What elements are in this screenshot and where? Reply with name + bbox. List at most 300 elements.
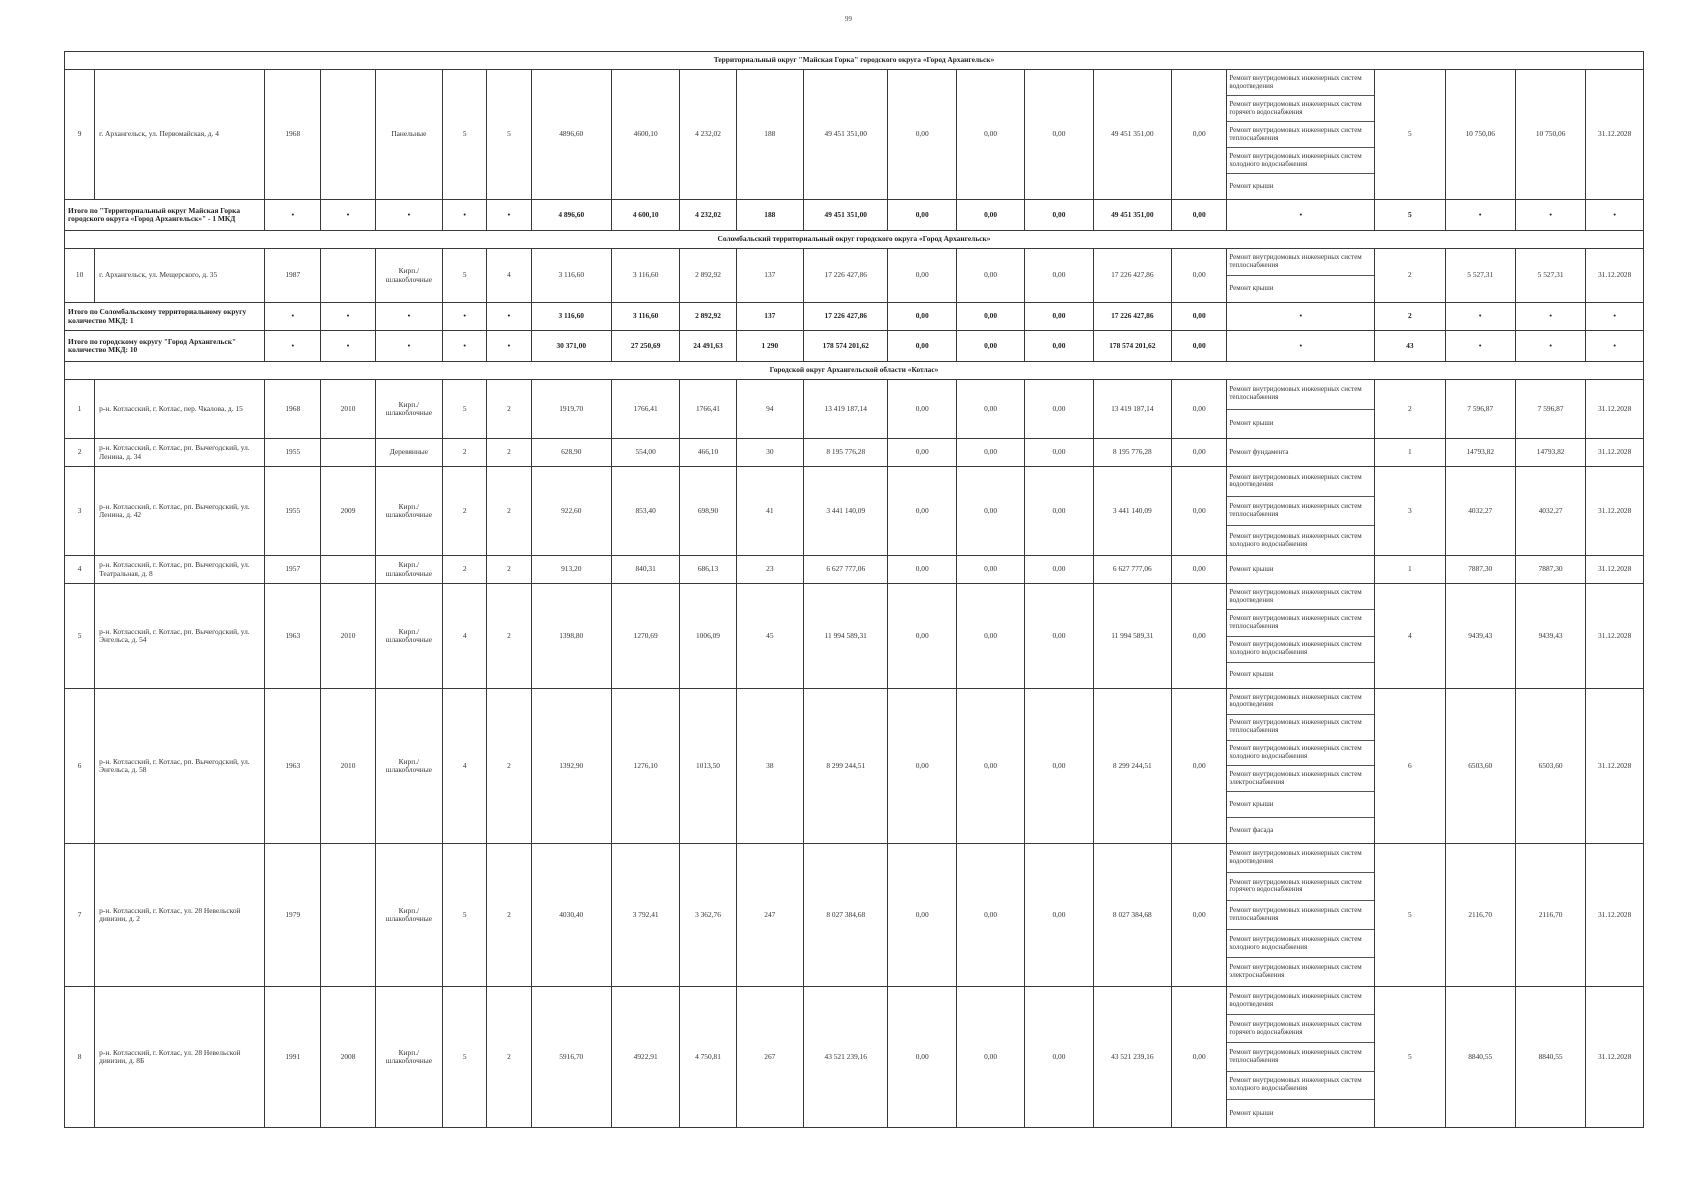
cell-year: 1957 — [265, 556, 321, 584]
cell-f1: 0,00 — [888, 584, 956, 689]
cell-floors: 2 — [443, 556, 487, 584]
work-item: Ремонт внутридомовых инженерных систем теплоснабжения — [1229, 385, 1362, 402]
cell-addr: г. Архангельск, ул. Первомайская, д. 4 — [95, 70, 265, 200]
total-a2: 27 250,69 — [611, 331, 679, 362]
works-list — [1227, 380, 1374, 438]
cell-repair: 2008 — [321, 987, 375, 1128]
work-item: Ремонт внутридомовых инженерных систем холодного водоснабжения — [1227, 525, 1374, 555]
works-cell — [1227, 249, 1375, 303]
total-f2: 0,00 — [956, 331, 1024, 362]
cell-cost: 17 226 427,86 — [804, 249, 888, 303]
total-a1: 4 896,60 — [531, 200, 611, 231]
cell-a1: 913,20 — [531, 556, 611, 584]
cell-own: 8 195 776,28 — [1093, 439, 1171, 467]
cell-no: 9 — [65, 70, 95, 200]
cell-cost: 3 441 140,09 — [804, 467, 888, 556]
work-item: Ремонт внутридомовых инженерных систем водоотведения — [1229, 472, 1362, 489]
cell-p2: 7887,30 — [1515, 556, 1585, 584]
empty-mark-cell: • — [265, 303, 321, 331]
cell-own: 13 419 187,14 — [1093, 380, 1171, 439]
cell-own: 3 441 140,09 — [1093, 467, 1171, 556]
work-item: Ремонт внутридомовых инженерных систем теплоснабжения — [1229, 253, 1362, 269]
cell-f5: 0,00 — [1172, 439, 1227, 467]
total-own: 17 226 427,86 — [1093, 303, 1171, 331]
cell-f1: 0,00 — [888, 844, 956, 987]
work-item: Ремонт внутридомовых инженерных систем холодного водоснабжения — [1227, 636, 1374, 662]
cell-addr: г. Архангельск, ул. Мещерского, д. 35 — [95, 249, 265, 303]
work-item: Ремонт внутридомовых инженерных систем водоотведения — [1229, 73, 1362, 90]
empty-mark-cell: • — [443, 200, 487, 231]
page-number: 99 — [845, 15, 852, 23]
works-list — [1227, 70, 1374, 199]
cell-a2: 554,00 — [611, 439, 679, 467]
empty-mark-cell: • — [1586, 200, 1644, 231]
cell-f3: 0,00 — [1025, 689, 1093, 844]
total-cost: 17 226 427,86 — [804, 303, 888, 331]
cell-nw: 1 — [1375, 556, 1445, 584]
cell-p1: 7 596,87 — [1445, 380, 1515, 439]
works-cell — [1227, 380, 1375, 439]
total-row — [65, 303, 1644, 331]
cell-wall: Деревянные — [375, 439, 442, 467]
table-row — [65, 584, 1644, 689]
empty-mark-cell: • — [443, 303, 487, 331]
cell-a3: 698,90 — [680, 467, 736, 556]
cell-f2: 0,00 — [956, 987, 1024, 1128]
table-row — [65, 380, 1644, 439]
cell-f2: 0,00 — [956, 249, 1024, 303]
cell-nw: 3 — [1375, 467, 1445, 556]
cell-nw: 1 — [1375, 439, 1445, 467]
cell-p1: 4032,27 — [1445, 467, 1515, 556]
empty-mark-cell: • — [265, 331, 321, 362]
cell-a1: 5916,70 — [531, 987, 611, 1128]
total-res: 137 — [736, 303, 803, 331]
total-f1: 0,00 — [888, 303, 956, 331]
work-item: Ремонт фасада — [1227, 817, 1374, 843]
cell-p1: 14793,82 — [1445, 439, 1515, 467]
cell-addr: р-н. Котласский, г. Котлас, пер. Чкалова, д. 15 — [95, 380, 265, 439]
cell-res: 267 — [736, 987, 803, 1128]
total-row — [65, 200, 1644, 231]
cell-no: 5 — [65, 584, 95, 689]
work-item: Ремонт внутридомовых инженерных систем водоотведения — [1229, 692, 1362, 709]
cell-wall: Панельные — [375, 70, 442, 200]
cell-no: 4 — [65, 556, 95, 584]
cell-wall: Кирп./ шлакоблочные — [375, 380, 442, 439]
cell-f2: 0,00 — [956, 584, 1024, 689]
cell-a3: 1006,09 — [680, 584, 736, 689]
cell-repair — [321, 556, 375, 584]
total-cost: 178 574 201,62 — [804, 331, 888, 362]
total-label: Итого по "Территориальный округ Майская Горка городского округа «Город Архангельск»" - 1 МКД — [65, 200, 265, 231]
cell-res: 247 — [736, 844, 803, 987]
cell-nw: 5 — [1375, 987, 1445, 1128]
cell-addr: р-н. Котласский, г. Котлас, рп. Вычегодский, ул. Театральная, д. 8 — [95, 556, 265, 584]
cell-year: 1963 — [265, 584, 321, 689]
cell-res: 38 — [736, 689, 803, 844]
cell-f2: 0,00 — [956, 70, 1024, 200]
cell-a3: 1013,50 — [680, 689, 736, 844]
cell-p2: 5 527,31 — [1515, 249, 1585, 303]
cell-p2: 4032,27 — [1515, 467, 1585, 556]
total-a3: 2 892,92 — [680, 303, 736, 331]
cell-f1: 0,00 — [888, 439, 956, 467]
cell-a1: 1398,80 — [531, 584, 611, 689]
cell-f5: 0,00 — [1172, 987, 1227, 1128]
cell-no: 7 — [65, 844, 95, 987]
cell-res: 23 — [736, 556, 803, 584]
cell-floors: 5 — [443, 844, 487, 987]
cell-own: 17 226 427,86 — [1093, 249, 1171, 303]
cell-a3: 686,13 — [680, 556, 736, 584]
cell-f1: 0,00 — [888, 987, 956, 1128]
cell-p1: 8840,55 — [1445, 987, 1515, 1128]
cell-a3: 466,10 — [680, 439, 736, 467]
empty-mark-cell: • — [1445, 200, 1515, 231]
cell-nw: 5 — [1375, 70, 1445, 200]
total-a2: 3 116,60 — [611, 303, 679, 331]
cell-p2: 14793,82 — [1515, 439, 1585, 467]
total-f5: 0,00 — [1172, 303, 1227, 331]
cell-date: 31.12.2028 — [1586, 844, 1644, 987]
work-item: Ремонт крыши — [1227, 409, 1374, 439]
work-item: Ремонт внутридомовых инженерных систем холодного водоснабжения — [1227, 147, 1374, 173]
cell-ent: 2 — [487, 439, 531, 467]
cell-f3: 0,00 — [1025, 584, 1093, 689]
table-row — [65, 689, 1644, 844]
cell-f3: 0,00 — [1025, 556, 1093, 584]
works-cell — [1227, 987, 1375, 1128]
works-list — [1227, 689, 1374, 843]
empty-mark-cell: • — [321, 303, 375, 331]
cell-f2: 0,00 — [956, 556, 1024, 584]
cell-f5: 0,00 — [1172, 584, 1227, 689]
cell-own: 6 627 777,06 — [1093, 556, 1171, 584]
table-row — [65, 439, 1644, 467]
cell-addr: р-н. Котласский, г. Котлас, рп. Вычегодский, ул. Энгельса, д. 54 — [95, 584, 265, 689]
total-a1: 3 116,60 — [531, 303, 611, 331]
cell-f2: 0,00 — [956, 689, 1024, 844]
cell-a1: 4030,40 — [531, 844, 611, 987]
cell-a1: 1919,70 — [531, 380, 611, 439]
cell-wall: Кирп./ шлакоблочные — [375, 467, 442, 556]
cell-repair: 2009 — [321, 467, 375, 556]
total-f5: 0,00 — [1172, 200, 1227, 231]
cell-cost: 8 195 776,28 — [804, 439, 888, 467]
cell-ent: 2 — [487, 556, 531, 584]
empty-mark-cell: • — [1227, 200, 1375, 231]
works-list — [1227, 584, 1374, 688]
work-item: Ремонт крыши — [1227, 662, 1374, 688]
cell-repair: 2010 — [321, 689, 375, 844]
cell-f3: 0,00 — [1025, 987, 1093, 1128]
work-item: Ремонт внутридомовых инженерных систем водоотведения — [1229, 849, 1362, 865]
empty-mark-cell: • — [375, 331, 442, 362]
cell-f3: 0,00 — [1025, 439, 1093, 467]
total-a2: 4 600,10 — [611, 200, 679, 231]
section-header-row — [65, 52, 1644, 70]
cell-a2: 4922,91 — [611, 987, 679, 1128]
empty-mark-cell: • — [1515, 331, 1585, 362]
work-item: Ремонт внутридомовых инженерных систем электроснабжения — [1227, 765, 1374, 791]
cell-no: 3 — [65, 467, 95, 556]
cell-ent: 2 — [487, 467, 531, 556]
cell-a2: 4600,10 — [611, 70, 679, 200]
empty-mark-cell: • — [487, 200, 531, 231]
cell-f3: 0,00 — [1025, 70, 1093, 200]
cell-ent: 2 — [487, 689, 531, 844]
work-item: Ремонт внутридомовых инженерных систем холодного водоснабжения — [1227, 929, 1374, 958]
cell-date: 31.12.2028 — [1586, 467, 1644, 556]
work-item: Ремонт крыши — [1229, 564, 1274, 573]
cell-wall: Кирп./ шлакоблочные — [375, 689, 442, 844]
works-cell — [1227, 70, 1375, 200]
work-item: Ремонт внутридомовых инженерных систем теплоснабжения — [1227, 496, 1374, 526]
cell-repair: 2010 — [321, 584, 375, 689]
cell-f5: 0,00 — [1172, 689, 1227, 844]
work-item: Ремонт внутридомовых инженерных систем горячего водоснабжения — [1227, 1014, 1374, 1042]
cell-p2: 8840,55 — [1515, 987, 1585, 1128]
works-list — [1227, 249, 1374, 302]
total-label: Итого по городскому округу "Город Архангельск" количество МКД: 10 — [65, 331, 265, 362]
empty-mark-cell: • — [375, 303, 442, 331]
empty-mark-cell: • — [487, 303, 531, 331]
cell-a1: 4896,60 — [531, 70, 611, 200]
work-item: Ремонт крыши — [1227, 173, 1374, 199]
table-row — [65, 249, 1644, 303]
cell-f1: 0,00 — [888, 467, 956, 556]
section-title: Городской округ Архангельской области «Котлас» — [65, 362, 1644, 380]
section-title: Территориальный округ "Майская Горка" городского округа «Город Архангельск» — [65, 52, 1644, 70]
work-item: Ремонт внутридомовых инженерных систем холодного водоснабжения — [1227, 1071, 1374, 1099]
total-f1: 0,00 — [888, 200, 956, 231]
total-cost: 49 451 351,00 — [804, 200, 888, 231]
empty-mark-cell: • — [487, 331, 531, 362]
empty-mark-cell: • — [1227, 331, 1375, 362]
cell-nw: 4 — [1375, 584, 1445, 689]
cell-f5: 0,00 — [1172, 467, 1227, 556]
cell-f3: 0,00 — [1025, 380, 1093, 439]
empty-mark-cell: • — [321, 331, 375, 362]
total-a3: 24 491,63 — [680, 331, 736, 362]
cell-no: 2 — [65, 439, 95, 467]
cell-f5: 0,00 — [1172, 844, 1227, 987]
cell-year: 1991 — [265, 987, 321, 1128]
cell-p1: 6503,60 — [1445, 689, 1515, 844]
cell-p2: 6503,60 — [1515, 689, 1585, 844]
work-item: Ремонт крыши — [1227, 275, 1374, 302]
cell-no: 10 — [65, 249, 95, 303]
works-cell — [1227, 439, 1375, 467]
total-f5: 0,00 — [1172, 331, 1227, 362]
empty-mark-cell: • — [1227, 303, 1375, 331]
cell-wall: Кирп./ шлакоблочные — [375, 584, 442, 689]
cell-a2: 853,40 — [611, 467, 679, 556]
table-row — [65, 70, 1644, 200]
cell-no: 1 — [65, 380, 95, 439]
cell-p1: 9439,43 — [1445, 584, 1515, 689]
cell-date: 31.12.2028 — [1586, 70, 1644, 200]
cell-res: 188 — [736, 70, 803, 200]
total-res: 1 290 — [736, 331, 803, 362]
cell-date: 31.12.2028 — [1586, 987, 1644, 1128]
work-item: Ремонт внутридомовых инженерных систем водоотведения — [1229, 991, 1362, 1008]
cell-repair — [321, 439, 375, 467]
work-item: Ремонт внутридомовых инженерных систем горячего водоснабжения — [1227, 872, 1374, 901]
total-label: Итого по Соломбальскому территориальному округу количество МКД: 1 — [65, 303, 265, 331]
cell-res: 45 — [736, 584, 803, 689]
cell-ent: 2 — [487, 844, 531, 987]
cell-a2: 840,31 — [611, 556, 679, 584]
cell-f2: 0,00 — [956, 380, 1024, 439]
cell-year: 1968 — [265, 380, 321, 439]
cell-date: 31.12.2028 — [1586, 380, 1644, 439]
cell-p1: 5 527,31 — [1445, 249, 1515, 303]
cell-p1: 2116,70 — [1445, 844, 1515, 987]
cell-floors: 2 — [443, 439, 487, 467]
cell-own: 8 299 244,51 — [1093, 689, 1171, 844]
works-list — [1227, 556, 1374, 583]
works-list — [1227, 467, 1374, 555]
empty-mark-cell: • — [265, 200, 321, 231]
section-header-row — [65, 362, 1644, 380]
cell-date: 31.12.2028 — [1586, 689, 1644, 844]
works-list — [1227, 439, 1374, 466]
cell-nw: 5 — [1375, 844, 1445, 987]
cell-f2: 0,00 — [956, 439, 1024, 467]
cell-f1: 0,00 — [888, 380, 956, 439]
empty-mark-cell: • — [1515, 200, 1585, 231]
cell-floors: 5 — [443, 249, 487, 303]
cell-own: 49 451 351,00 — [1093, 70, 1171, 200]
cell-nw: 2 — [1375, 380, 1445, 439]
table-row — [65, 467, 1644, 556]
cell-addr: р-н. Котласский, г. Котлас, рп. Вычегодский, ул. Энгельса, д. 58 — [95, 689, 265, 844]
cell-a2: 3 116,60 — [611, 249, 679, 303]
cell-floors: 5 — [443, 70, 487, 200]
cell-year: 1955 — [265, 467, 321, 556]
cell-p1: 10 750,06 — [1445, 70, 1515, 200]
cell-nw: 2 — [1375, 249, 1445, 303]
cell-wall: Кирп./ шлакоблочные — [375, 844, 442, 987]
work-item: Ремонт внутридомовых инженерных систем горячего водоснабжения — [1227, 95, 1374, 121]
total-nw: 5 — [1375, 200, 1445, 231]
total-own: 178 574 201,62 — [1093, 331, 1171, 362]
total-f2: 0,00 — [956, 303, 1024, 331]
cell-a1: 628,90 — [531, 439, 611, 467]
cell-cost: 49 451 351,00 — [804, 70, 888, 200]
cell-f1: 0,00 — [888, 70, 956, 200]
works-cell — [1227, 467, 1375, 556]
work-item: Ремонт внутридомовых инженерных систем теплоснабжения — [1227, 1042, 1374, 1070]
cell-own: 43 521 239,16 — [1093, 987, 1171, 1128]
cell-addr: р-н. Котласский, г. Котлас, ул. 28 Невельской дивизии, д. 2 — [95, 844, 265, 987]
work-item: Ремонт внутридомовых инженерных систем холодного водоснабжения — [1227, 740, 1374, 766]
total-a1: 30 371,00 — [531, 331, 611, 362]
cell-cost: 8 027 384,68 — [804, 844, 888, 987]
cell-date: 31.12.2028 — [1586, 556, 1644, 584]
cell-cost: 11 994 589,31 — [804, 584, 888, 689]
cell-a2: 1766,41 — [611, 380, 679, 439]
cell-repair — [321, 249, 375, 303]
cell-repair — [321, 844, 375, 987]
total-a3: 4 232,02 — [680, 200, 736, 231]
cell-a2: 1270,69 — [611, 584, 679, 689]
table-row — [65, 556, 1644, 584]
work-item: Ремонт внутридомовых инженерных систем электроснабжения — [1227, 957, 1374, 986]
empty-mark-cell: • — [321, 200, 375, 231]
cell-repair: 2010 — [321, 380, 375, 439]
cell-own: 11 994 589,31 — [1093, 584, 1171, 689]
section-title: Соломбальский территориальный округ городского округа «Город Архангельск» — [65, 231, 1644, 249]
work-item: Ремонт внутридомовых инженерных систем теплоснабжения — [1227, 900, 1374, 929]
work-item: Ремонт внутридомовых инженерных систем теплоснабжения — [1227, 121, 1374, 147]
cell-floors: 2 — [443, 467, 487, 556]
work-item: Ремонт внутридомовых инженерных систем теплоснабжения — [1227, 714, 1374, 740]
table-row — [65, 844, 1644, 987]
works-cell — [1227, 556, 1375, 584]
cell-f2: 0,00 — [956, 844, 1024, 987]
cell-a1: 1392,90 — [531, 689, 611, 844]
cell-res: 137 — [736, 249, 803, 303]
cell-a1: 922,60 — [531, 467, 611, 556]
cell-year: 1979 — [265, 844, 321, 987]
works-cell — [1227, 689, 1375, 844]
empty-mark-cell: • — [443, 331, 487, 362]
empty-mark-cell: • — [1445, 331, 1515, 362]
cell-ent: 2 — [487, 584, 531, 689]
empty-mark-cell: • — [1445, 303, 1515, 331]
cell-f5: 0,00 — [1172, 249, 1227, 303]
cell-f1: 0,00 — [888, 249, 956, 303]
cell-cost: 43 521 239,16 — [804, 987, 888, 1128]
cell-ent: 2 — [487, 987, 531, 1128]
cell-a3: 4 750,81 — [680, 987, 736, 1128]
cell-f1: 0,00 — [888, 556, 956, 584]
works-cell — [1227, 584, 1375, 689]
cell-f5: 0,00 — [1172, 556, 1227, 584]
cell-floors: 5 — [443, 380, 487, 439]
cell-res: 30 — [736, 439, 803, 467]
cell-p2: 7 596,87 — [1515, 380, 1585, 439]
works-cell — [1227, 844, 1375, 987]
cell-no: 6 — [65, 689, 95, 844]
cell-ent: 4 — [487, 249, 531, 303]
cell-f3: 0,00 — [1025, 467, 1093, 556]
work-item: Ремонт крыши — [1227, 1099, 1374, 1127]
cell-f3: 0,00 — [1025, 844, 1093, 987]
cell-ent: 5 — [487, 70, 531, 200]
cell-f2: 0,00 — [956, 467, 1024, 556]
cell-repair — [321, 70, 375, 200]
cell-a3: 1766,41 — [680, 380, 736, 439]
cell-a3: 2 892,92 — [680, 249, 736, 303]
cell-ent: 2 — [487, 380, 531, 439]
cell-floors: 5 — [443, 987, 487, 1128]
table-row — [65, 987, 1644, 1128]
work-item: Ремонт внутридомовых инженерных систем теплоснабжения — [1227, 609, 1374, 635]
cell-f3: 0,00 — [1025, 249, 1093, 303]
cell-f1: 0,00 — [888, 689, 956, 844]
cell-cost: 13 419 187,14 — [804, 380, 888, 439]
total-nw: 43 — [1375, 331, 1445, 362]
cell-cost: 6 627 777,06 — [804, 556, 888, 584]
cell-p1: 7887,30 — [1445, 556, 1515, 584]
total-f2: 0,00 — [956, 200, 1024, 231]
cell-a2: 1276,10 — [611, 689, 679, 844]
cell-year: 1963 — [265, 689, 321, 844]
